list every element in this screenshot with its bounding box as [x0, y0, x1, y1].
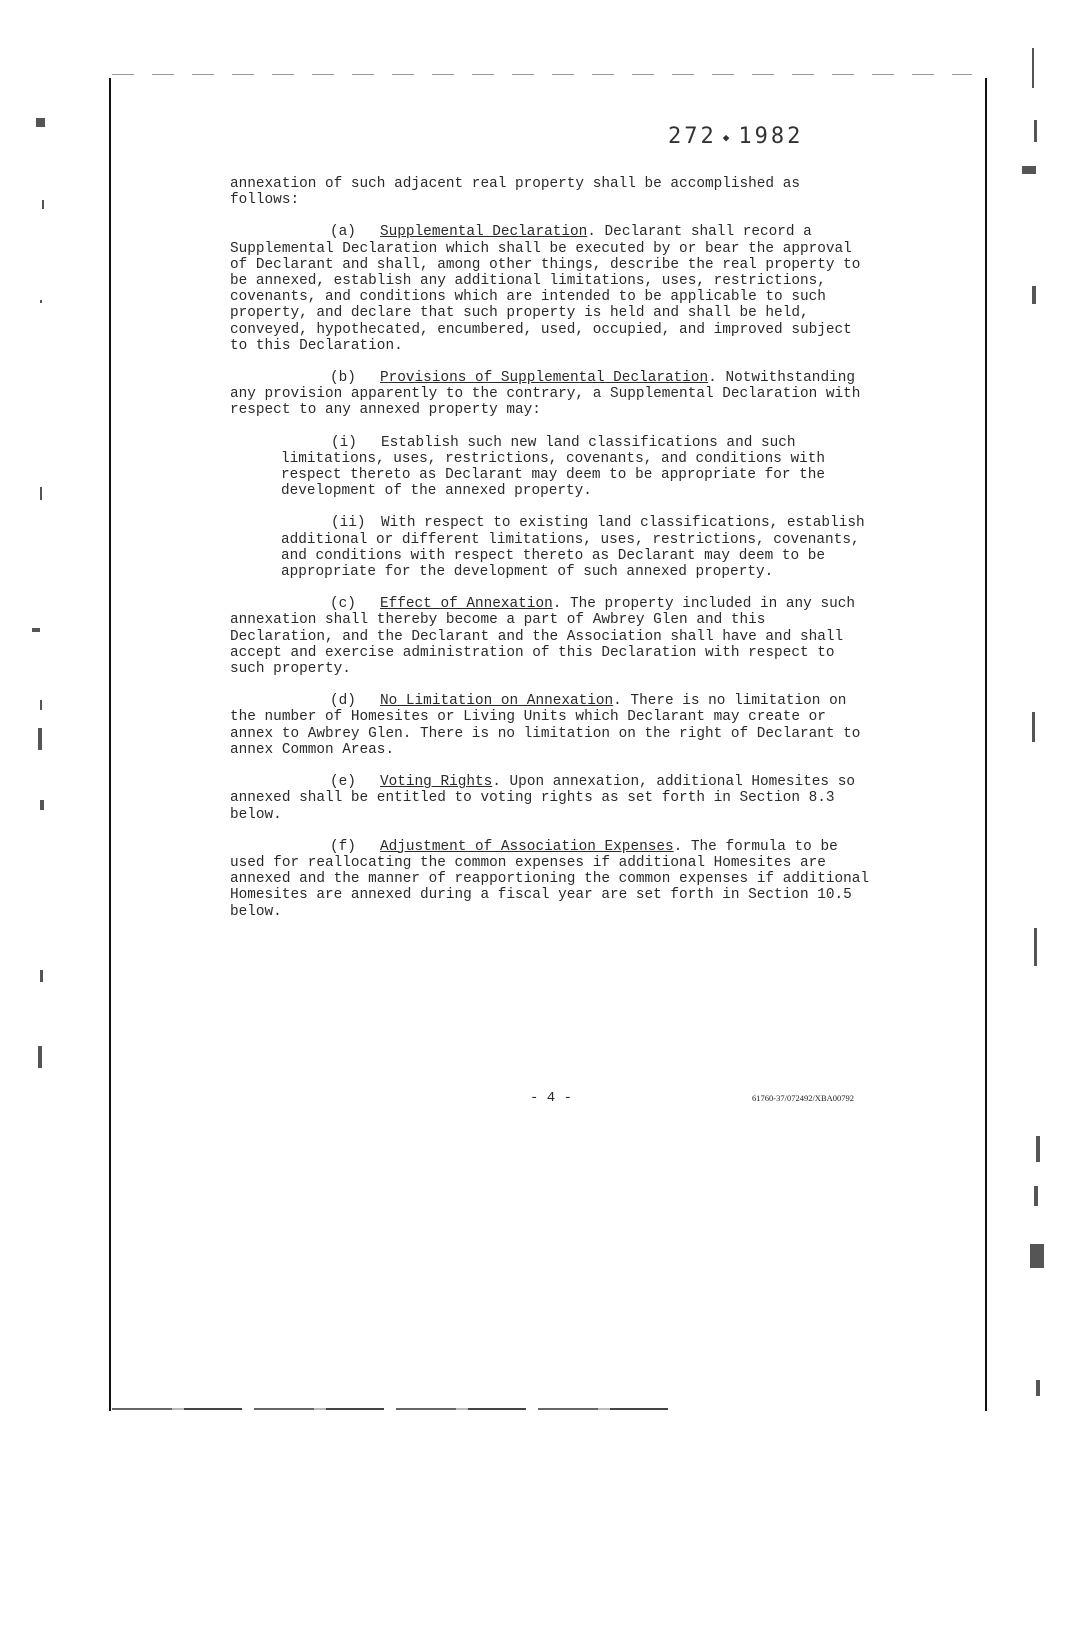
section-body: Notwithstanding any provision apparently to the contrary, a Supplemental Declaration with respect to any annexed property may:	[230, 370, 861, 419]
section-heading: Provisions of Supplemental Declaration	[380, 370, 709, 387]
section-b: (b) Provisions of Supplemental Declaration. Notwithstanding any provision apparently to the contrary, a Supplemental Declaration with respect to any annexed property may:	[230, 370, 861, 419]
section-body: The property included in any such annexation shall thereby become a part of Awbrey Glen and this Declaration, and the Declarant and the Association shall have and shall accept and exercise administration of this Declaration with respect to such property.	[230, 596, 855, 678]
scan-edge-right	[985, 78, 987, 1411]
page-number: 1982	[738, 124, 804, 149]
section-f: (f) Adjustment of Association Expenses. The formula to be used for reallocating the common expenses if additional Homesites are annexed and the manner of reapportioning the common expenses if additional Homesites are annexed during a fiscal year are set forth in Section 10.5 below.	[230, 838, 870, 920]
section-d: (d) No Limitation on Annexation. There is no limitation on the number of Homesites or Living Units which Declarant may create or annex to Awbrey Glen. There is no limitation on the right of Declarant to annex Common Areas.	[230, 693, 861, 758]
scan-edge-top	[112, 74, 972, 75]
section-marker: (f)	[330, 838, 356, 855]
subsection-body: With respect to existing land classifications, establish additional or different limitations, uses, restrictions, covenants, and conditions with respect thereto as Declarant may deem to be appropriate for the development of such annexed property.	[281, 515, 865, 581]
page-footer-number: - 4 -	[530, 1090, 573, 1106]
section-body: The formula to be used for reallocating the common expenses if additional Homesites are annexed and the manner of reapportioning the common expenses if additional Homesites are annexed during a fiscal year are set forth in Section 10.5 below.	[230, 838, 870, 920]
section-body: Declarant shall record a Supplemental Declaration which shall be executed by or bear the approval of Declarant and shall, among other things, describe the real property to be annexed, establish any additional limitations, uses, restrictions, covenants, and conditions which are intended to be applicable to such property, and declare that such property is held and shall be held, conveyed, hypothecated, encumbered, used, occupied, and improved subject to this Declaration.	[230, 224, 861, 354]
intro-paragraph: annexation of such adjacent real property shall be accomplished as follows:	[230, 176, 800, 209]
subsection-marker: (ii)	[331, 515, 366, 532]
section-marker: (a)	[330, 224, 356, 241]
subsection-marker: (i)	[331, 434, 357, 451]
section-c: (c) Effect of Annexation. The property included in any such annexation shall thereby become a part of Awbrey Glen and this Declaration, and the Declarant and the Association shall have and shall accept and exercise administration of this Declaration with respect to such property.	[230, 596, 855, 678]
section-heading: No Limitation on Annexation	[380, 693, 614, 710]
section-heading: Effect of Annexation	[380, 596, 553, 613]
section-body: Upon annexation, additional Homesites so annexed shall be entitled to voting rights as set forth in Section 8.3 below.	[230, 774, 855, 823]
section-body: There is no limitation on the number of Homesites or Living Units which Declarant may create or annex to Awbrey Glen. There is no limitation on the right of Declarant to annex Common Areas.	[230, 693, 861, 758]
section-e: (e) Voting Rights. Upon annexation, additional Homesites so annexed shall be entitled to voting rights as set forth in Section 8.3 below.	[230, 774, 855, 823]
subsection-i	[281, 435, 870, 500]
right-margin-specks	[1010, 0, 1050, 1649]
scan-edge-left	[109, 78, 111, 1411]
section-heading: Supplemental Declaration	[380, 224, 588, 241]
left-margin-specks	[28, 0, 68, 1649]
subsection-body: Establish such new land classifications and such limitations, uses, restrictions, covenants, and conditions with respect thereto as Declarant may deem to be appropriate for the development of the annexed property.	[281, 434, 826, 500]
recording-stamp	[668, 124, 828, 154]
document-body	[230, 176, 870, 920]
section-marker: (e)	[330, 774, 356, 791]
section-heading: Adjustment of Association Expenses	[380, 838, 674, 855]
section-heading: Voting Rights	[380, 774, 493, 791]
scan-edge-bottom	[112, 1408, 672, 1410]
section-marker: (b)	[330, 370, 356, 387]
book-number: 272	[668, 124, 717, 149]
subsection-ii	[281, 515, 870, 580]
section-marker: (c)	[330, 596, 356, 613]
document-id: 61760-37/072492/XBA00792	[752, 1093, 854, 1103]
section-a: (a) Supplemental Declaration. Declarant shall record a Supplemental Declaration which shall be executed by or bear the approval of Declarant and shall, among other things, describe the real property to be annexed, establish any additional limitations, uses, restrictions, covenants, and conditions which are intended to be applicable to such property, and declare that such property is held and shall be held, conveyed, hypothecated, encumbered, used, occupied, and improved subject to this Declaration.	[230, 224, 861, 354]
stamp-separator-icon: ◆	[722, 130, 733, 144]
section-marker: (d)	[330, 693, 356, 710]
